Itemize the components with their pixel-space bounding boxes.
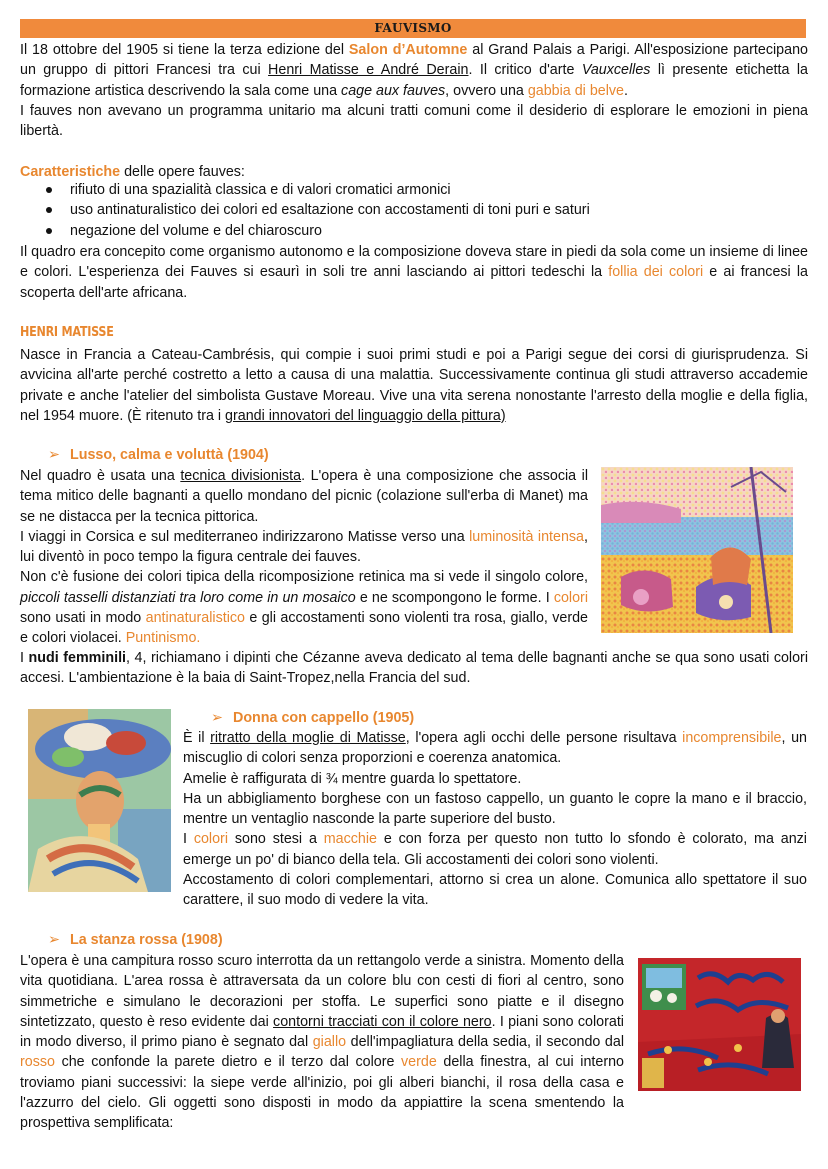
bullet-icon [46,187,52,193]
donna-text [183,728,807,911]
stanza-text [20,951,624,1134]
paragraph-text: e ne scompongono le forme. I [355,589,554,606]
macchie-highlight: macchie [323,831,377,848]
mosaico-italic: piccoli tasselli distanziati tra loro come in un mosaico [20,589,356,606]
paragraph-text: che confonde la parete dietro e il terzo dal colore [54,1054,402,1071]
list-item-text: uso antinaturalistico dei colori ed esaltazione con accostamenti di toni puri e saturi [70,202,590,219]
bullet-icon [46,228,52,234]
paragraph-text: Ha un abbigliamento borghese con un fastoso cappello, un guanto le copre la mano e il braccio, mentre un ventaglio nasconde la parte superiore del busto. [183,790,807,828]
intro-text: , ovvero una [445,82,528,99]
arrow-icon: ➢ [48,932,60,948]
list-item [20,180,590,200]
paragraph-text: , lui diventò in poco tempo la figura centrale dei fauves. [20,528,588,566]
intro-paragraph [20,40,808,141]
list-item-text: rifiuto di una spazialità classica e di valori cromatici armonici [70,182,451,198]
lusso-text [20,466,588,649]
page-title: FAUVISMO [374,21,452,35]
paragraph-text: . I piani sono colorati in modo diverso, il primo piano è segnato dal [20,1013,624,1051]
innovatori-underline: grandi innovatori del linguaggio della pittura) [225,407,506,424]
matisse-bio [20,345,808,426]
bullet-icon [46,207,52,213]
stanza-heading [48,930,223,950]
intro-text: Il 18 ottobre del 1905 si tiene la terza edizione del [20,42,349,58]
ritratto-underline: ritratto della moglie di Matisse [210,730,406,746]
rosso-highlight: rosso [20,1054,55,1071]
giallo-highlight: giallo [312,1034,347,1051]
salon-highlight: Salon d’Automne [348,42,468,58]
stanza-title: La stanza rossa (1908) [70,932,223,948]
paragraph-text: della finestra, al cui interno troviamo piani successivi: la siepe verde all'inizio, poi gli alberi bianchi, il rosa della casa e l'azzurro del cielo. Gli oggetti sono disposti in modo da appiattire la scena smentendo la prospettiva semplificata: [20,1054,624,1132]
paragraph-text: e con forza per questo non tutto lo sfondo è colorato, ma anzi emerge un po' di bianco della tela. Gli accostamenti dei colori sono violenti. [183,831,807,868]
paragraph-text: I viaggi in Corsica e sul mediterraneo indirizzarono Matisse verso una [20,528,470,545]
paragraph-text: e gli accostamenti sono violenti tra rosa, giallo, verde e colori violacei. [20,610,589,647]
gabbia-highlight: gabbia di belve [527,82,625,99]
colori-highlight: colori [553,589,588,606]
paragraph-text: Amelie è raffigurata di ¾ mentre guarda lo spettatore. [183,770,522,787]
bio-text: Nasce in Francia a Cateau-Cambrésis, qui compie i suoi primi studi e poi a Parigi segue dei corsi di giurisprudenza. Si avvicina all'arte perché costretto a letto a causa di una malattia. Successivamente continua gli studi attraverso accademie private e anche l'atelier del simbolista Gustave Moreau. Vive una vita serena nonostante l'arresto della moglie e della figlia, nel 1954 muore. (È ritenuto tra i [20,347,808,424]
paragraph-text: dell'impagliatura della sedia, il secondo dal [346,1034,624,1051]
puntinismo-highlight: Puntinismo. [125,630,201,647]
intro-text: . [624,82,628,99]
cage-aux-fauves: cage aux fauves [341,82,446,99]
donna-heading [211,708,414,728]
paragraph-text: I [183,831,194,848]
list-item [20,221,590,241]
incomprensibile-highlight: incomprensibile [682,730,782,746]
intro-text: . Il critico d'arte [468,62,582,79]
matisse-heading: HENRI MATISSE [20,325,114,340]
follia-highlight: follia dei colori [608,264,704,281]
luminosita-highlight: luminosità intensa [469,528,585,545]
arrow-icon: ➢ [211,710,223,726]
antinaturalistico-highlight: antinaturalistico [145,610,245,627]
nudi-paragraph [20,648,808,689]
paragraph-text: sono stesi a [228,831,324,848]
caratteristiche-rest: delle opere fauves: [120,164,245,180]
paragraph-text: L'opera è una campitura rosso scuro interrotta da un rettangolo verde a sinistra. Momento della vita quotidiana. L'area rossa è attraversata da un colore blu con cesti di fiori al centro, sono simmetriche e simulano le decorazioni per stoffa. Le superfici sono piatte e il disegno sintetizzato, questo è reso evidente dai [20,953,624,1030]
paragraph-text: I [20,650,29,666]
arrow-icon: ➢ [48,447,60,463]
lusso-calma-volutta-painting [601,467,793,633]
caratteristiche-list [20,180,590,241]
stanza-rossa-painting [638,958,801,1091]
critic-name: Vauxcelles [581,62,651,79]
painters-names: Henri Matisse e André Derain [268,62,469,79]
paragraph-text: Il quadro era concepito come organismo autonomo e la composizione doveva stare in piedi da sola come un insieme di linee e colori. L'esperienza dei Fauves si esaurì in soli tre anni lasciando ai pittori tedeschi la [20,244,808,281]
paragraph-text: e ai francesi la scoperta dell'arte africana. [20,264,809,301]
title-bar [20,19,806,38]
lusso-title: Lusso, calma e voluttà (1904) [70,447,269,463]
paragraph-text: È il [183,730,211,746]
intro-text-2: I fauves non avevano un programma unitario ma alcuni tratti comuni come il desiderio di esplorare le emozioni in piena libertà. [20,102,808,140]
donna-con-cappello-painting [28,709,171,892]
donna-title: Donna con cappello (1905) [233,710,415,726]
paragraph-text: , un miscuglio di colori senza proporzioni e coerenza anatomica. [183,730,807,767]
list-item [20,200,590,220]
intro-text: lì presente etichetta la formazione artistica descrivendo la sala come una [20,62,808,99]
verde-highlight: verde [401,1054,437,1071]
paragraph-text: Non c'è fusione dei colori tipica della ricomposizione retinica ma si vede il singolo colore, [20,569,588,586]
paragraph-text: sono usati in modo [20,610,146,627]
contorni-underline: contorni tracciati con il colore nero [273,1013,492,1030]
paragraph-text: Accostamento di colori complementari, attorno si crea un alone. Comunica allo spettatore il suo carattere, il suo modo di vedere la vita. [183,872,807,909]
paragraph-text: . L'opera è una composizione che associa il tema mitico delle bagnanti a quello mondano del picnic (colazione sull'erba di Manet) ma se ne distacca per la tecnica pittorica. [20,468,588,525]
quadro-paragraph [20,242,808,303]
paragraph-text: , l'opera agli occhi delle persone risultava [405,730,683,746]
intro-text: al Grand Palais a Parigi. All'esposizione partecipano un gruppo di pittori Francesi tra cui [20,42,808,79]
list-item-text: negazione del volume e del chiaroscuro [70,222,322,239]
nudi-bold: nudi femminili [28,650,127,666]
divisionista-underline: tecnica divisionista [180,468,302,484]
lusso-heading [48,445,269,465]
paragraph-text: , 4, richiamano i dipinti che Cézanne aveva dedicato al tema delle bagnanti anche se qua sono usati colori accesi. L'ambientazione è la baia di Saint-Tropez,nella Francia del sud. [20,650,808,687]
colori-highlight: colori [193,831,228,848]
caratteristiche-label: Caratteristiche [20,164,121,180]
paragraph-text: Nel quadro è usata una [20,468,181,484]
